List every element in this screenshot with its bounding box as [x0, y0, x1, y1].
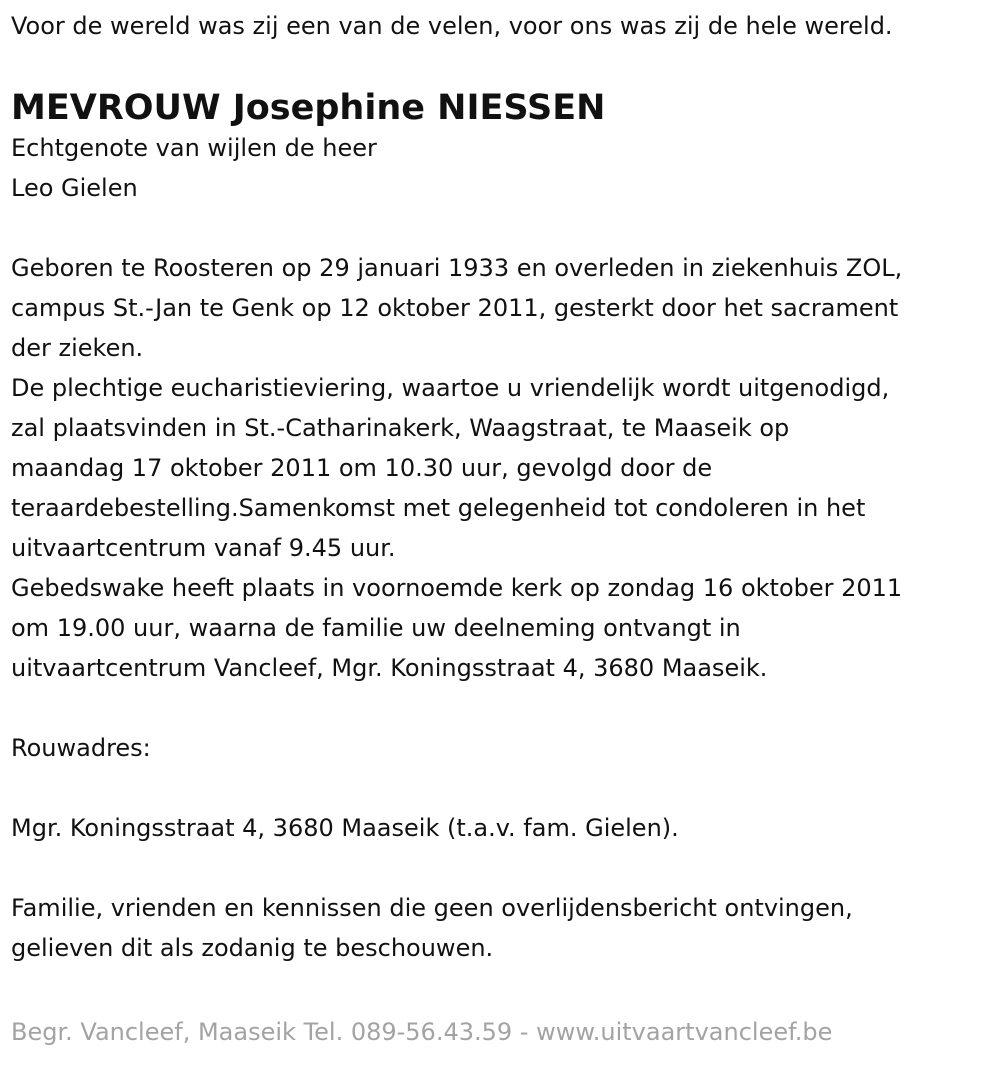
spacer	[11, 768, 991, 808]
body-line: De plechtige eucharistieviering, waartoe u vriendelijk wordt uitgenodigd,	[11, 374, 890, 402]
body-line: Geboren te Roosteren op 29 januari 1933 en overleden in ziekenhuis ZOL,	[11, 254, 903, 282]
spacer	[11, 848, 991, 888]
address-value: Mgr. Koningsstraat 4, 3680 Maaseik (t.a.v. fam. Gielen).	[11, 814, 679, 842]
body-line: uitvaartcentrum vanaf 9.45 uur.	[11, 534, 396, 562]
spacer	[11, 208, 991, 248]
obituary-document	[11, 6, 991, 968]
body-line: Gebedswake heeft plaats in voornoemde kerk op zondag 16 oktober 2011	[11, 574, 903, 602]
body-line: om 19.00 uur, waarna de familie uw deelneming ontvangt in	[11, 614, 741, 642]
motto-text: Voor de wereld was zij een van de velen, voor ons was zij de hele wereld.	[11, 12, 893, 40]
spacer	[11, 688, 991, 728]
funeral-home-footer: Begr. Vancleef, Maaseik Tel. 089-56.43.59 - www.uitvaartvancleef.be	[11, 1018, 833, 1046]
notice-line-2: gelieven dit als zodanig te beschouwen.	[11, 934, 494, 962]
body-line: campus St.-Jan te Genk op 12 oktober 2011, gesterkt door het sacrament	[11, 294, 899, 322]
deceased-name: MEVROUW Josephine NIESSEN	[11, 88, 606, 128]
spouse-line-2: Leo Gielen	[11, 174, 138, 202]
body-line: zal plaatsvinden in St.-Catharinakerk, Waagstraat, te Maaseik op	[11, 414, 790, 442]
body-line: uitvaartcentrum Vancleef, Mgr. Koningsstraat 4, 3680 Maaseik.	[11, 654, 768, 682]
body-text	[11, 248, 991, 688]
body-line: teraardebestelling.Samenkomst met gelegenheid tot condoleren in het	[11, 494, 866, 522]
address-label: Rouwadres:	[11, 734, 151, 762]
notice-line-1: Familie, vrienden en kennissen die geen overlijdensbericht ontvingen,	[11, 894, 853, 922]
body-line: der zieken.	[11, 334, 144, 362]
body-line: maandag 17 oktober 2011 om 10.30 uur, gevolgd door de	[11, 454, 713, 482]
spouse-line-1: Echtgenote van wijlen de heer	[11, 134, 377, 162]
